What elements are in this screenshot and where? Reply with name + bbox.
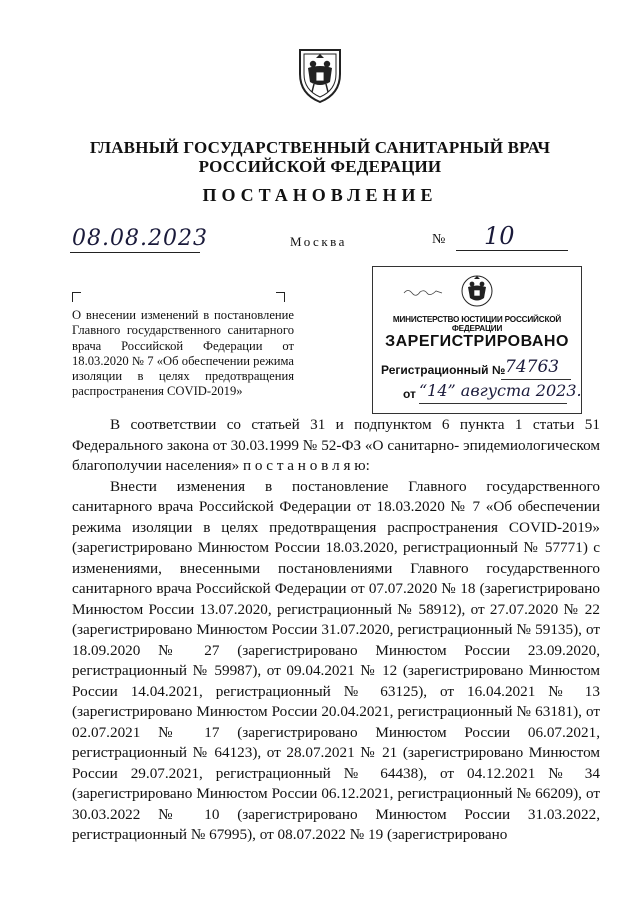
stamp-signature-icon: [403, 287, 443, 297]
stamp-date: “14” августа 2023.: [419, 381, 582, 400]
registration-stamp: [372, 266, 582, 414]
number-sign: №: [432, 232, 446, 247]
stamp-date-underline: [419, 403, 567, 404]
issuer-title-line1: ГЛАВНЫЙ ГОСУДАРСТВЕННЫЙ САНИТАРНЫЙ ВРАЧ: [89, 138, 551, 157]
coat-of-arms-icon: [294, 44, 346, 104]
stamp-registered: ЗАРЕГИСТРИРОВАНО: [385, 333, 569, 350]
document-date: 08.08.2023: [72, 226, 208, 251]
stamp-ministry: МИНИСТЕРСТВО ЮСТИЦИИ РОССИЙСКОЙ ФЕДЕРАЦИИ: [392, 315, 562, 333]
stamp-coat-of-arms-icon: [461, 273, 493, 309]
document-body: [72, 415, 600, 846]
issuer-title-line2: РОССИЙСКОЙ ФЕДЕРАЦИИ: [198, 157, 442, 176]
city: Москва: [290, 234, 347, 249]
number-underline: [456, 250, 568, 251]
document-number: 10: [484, 222, 515, 250]
document-type: ПОСТАНОВЛЕНИЕ: [202, 185, 438, 205]
stamp-reg-number: 74763: [505, 357, 560, 377]
stamp-reg-number-underline: [501, 379, 571, 380]
date-underline: [70, 252, 200, 253]
body-paragraph-2: Внести изменения в постановление Главного государственного санитарного врача Российской Федерации от 18.03.2020 № 7 «Об обеспечении режима изоляции в целях предотвращения распространения COVID-2019» (зарегистрировано Минюстом России 18.03.2020, регистрационный № 57771) с изменениями, внесенными постановлениями Главного государственного санитарного врача Российской Федерации от 07.07.2020 № 18 (зарегистрировано Минюстом России 13.07.2020, регистрационный № 58912), от 27.07.2020 № 22 (зарегистрировано Минюстом России 31.07.2020, регистрационный № 59135), от 18.09.2020 № 27 (зарегистрировано Минюстом России 23.09.2020, регистрационный № 59987), от 09.04.2021 № 12 (зарегистрировано Минюстом России 14.04.2021, регистрационный № 63125), от 16.04.2021 № 13 (зарегистрировано Минюстом России 20.04.2021, регистрационный № 63181), от 02.07.2021 № 17 (зарегистрировано Минюстом России 06.07.2021, регистрационный № 64123), от 28.07.2021 № 21 (зарегистрировано Минюстом России 29.07.2021, регистрационный № 64438), от 04.12.2021 № 34 (зарегистрировано Минюстом России 06.12.2021, регистрационный № 66209), от 30.03.2022 № 10 (зарегистрировано Минюстом России 31.03.2022, регистрационный № 67995), от 08.07.2022 № 19 (зарегистрировано: [72, 477, 600, 843]
stamp-reg-number-label: Регистрационный №: [381, 363, 506, 377]
body-paragraph-1: В соответствии со статьей 31 и подпунктом 6 пункта 1 статьи 51 Федерального закона от 30.03.1999 № 52-ФЗ «О санитарно- эпидемиологическом благополучии населения» п о с т а н о в л я ю:: [72, 416, 600, 474]
subject-bracket-right: [276, 292, 285, 302]
document-subject: О внесении изменений в постановление Главного государственного санитарного врача Российской Федерации от 18.03.2020 № 7 «Об обеспечении режима изоляции в целях предотвращения распространения COVID-2019»: [72, 308, 294, 399]
subject-bracket-left: [72, 292, 81, 302]
stamp-from-label: от: [403, 387, 416, 401]
